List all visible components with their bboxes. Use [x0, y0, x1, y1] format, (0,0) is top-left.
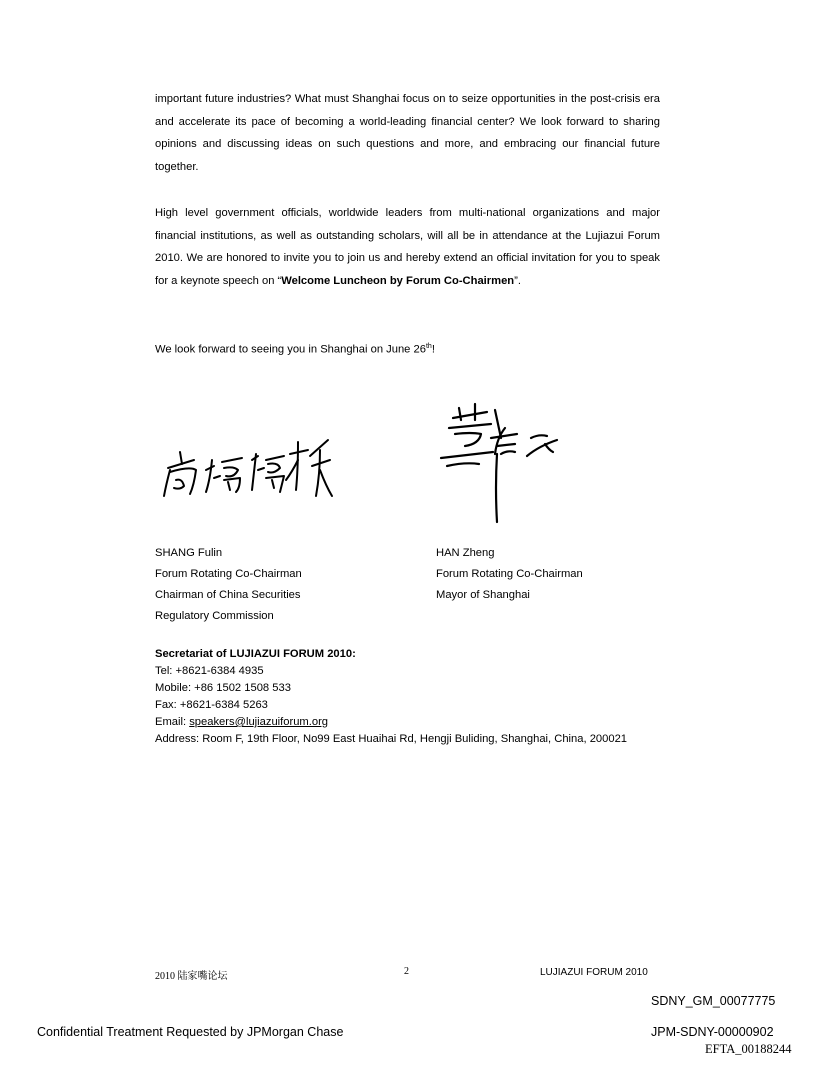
- secretariat-fax: Fax: +8621-6384 5263: [155, 699, 268, 711]
- closing-text: We look forward to seeing you in Shanghai on June 26: [155, 343, 426, 356]
- secretariat-address: Address: Room F, 19th Floor, No99 East Huaihai Rd, Hengji Buliding, Shanghai, China, 200021: [155, 733, 628, 745]
- closing-exclamation: !: [431, 343, 435, 356]
- closing-line: [155, 343, 435, 356]
- keynote-title: Welcome Luncheon by Forum Co-Chairmen: [281, 274, 515, 287]
- body-paragraph-2: [155, 202, 660, 292]
- signatory-right-title-1: Forum Rotating Co-Chairman: [436, 568, 583, 580]
- body-paragraph-1: important future industries? What must Shanghai focus on to seize opportunities in the post-crisis era and accelerate its pace of becoming a world-leading financial center? We look forward to sharing opinions and discussing ideas on such questions and more, and embracing our financial future together.: [155, 93, 660, 173]
- signatory-right-title-2: Mayor of Shanghai: [436, 589, 530, 601]
- email-label: Email:: [155, 716, 190, 728]
- secretariat-email-row: [155, 716, 328, 728]
- footer-page-number: 2: [404, 966, 409, 977]
- paragraph-2-end: ”.: [514, 274, 521, 287]
- bates-stamp-jpm: JPM-SDNY-00000902: [651, 1025, 774, 1039]
- secretariat-tel: Tel: +8621-6384 4935: [155, 665, 264, 677]
- secretariat-mobile: Mobile: +86 1502 1508 533: [155, 682, 291, 694]
- footer-right: LUJIAZUI FORUM 2010: [540, 967, 648, 978]
- efta-stamp: EFTA_00188244: [705, 1042, 792, 1056]
- signature-han-zheng: [435, 398, 565, 528]
- email-link[interactable]: speakers@lujiazuiforum.org: [189, 716, 329, 728]
- closing-superscript: th: [425, 343, 432, 350]
- footer-left: 2010 陆家嘴论坛: [155, 971, 228, 982]
- signatory-left-title-1: Forum Rotating Co-Chairman: [155, 568, 302, 580]
- paragraph-2-text: High level government officials, worldwide leaders from multi-national organizations and major financial institutions, as well as outstanding scholars, will all be in attendance at the Lujiazui Forum 2010. We are honored to invite you to join us and hereby extend an official invitation for you to speak for a keynote speech on “: [155, 207, 660, 287]
- signature-shang-fulin: [160, 430, 335, 505]
- signatory-left-title-3: Regulatory Commission: [155, 610, 274, 622]
- confidential-notice: Confidential Treatment Requested by JPMorgan Chase: [37, 1025, 344, 1039]
- signatory-right-name: HAN Zheng: [436, 547, 495, 559]
- secretariat-heading: Secretariat of LUJIAZUI FORUM 2010:: [155, 648, 356, 660]
- bates-stamp-gm: SDNY_GM_00077775: [651, 994, 776, 1008]
- signatory-left-title-2: Chairman of China Securities: [155, 589, 301, 601]
- signatory-left-name: SHANG Fulin: [155, 547, 223, 559]
